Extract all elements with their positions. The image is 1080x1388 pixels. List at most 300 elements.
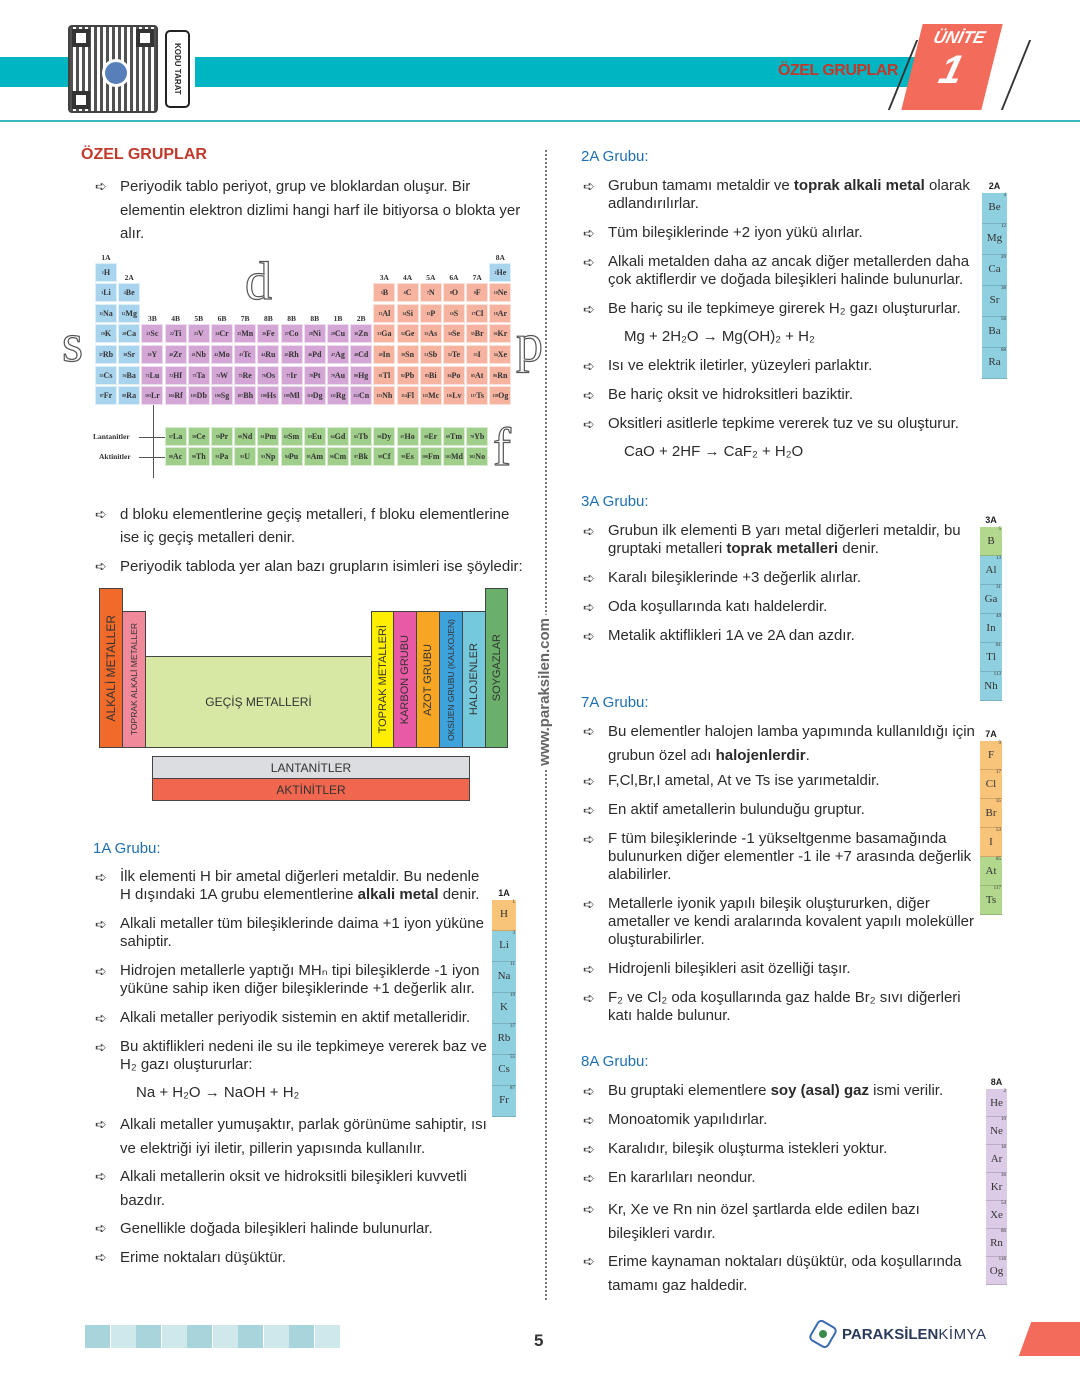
element-symbol: He [990,1097,1003,1109]
arrow-bullet-icon: ➪ [583,773,595,789]
element-symbol: Xe [990,1209,1003,1221]
arrow-bullet-icon: ➪ [583,178,595,194]
strip-label: 8A [990,1077,1003,1087]
element-Cs: 55 Cs [95,366,117,385]
element-Hg: 80 Hg [350,366,372,385]
text: Grubun ilk elementi B yarı metal diğerleri metaldir, bu gruptaki metalleri [608,522,961,557]
footer-square [289,1325,314,1348]
list-item [583,772,976,790]
element-Bk: 97 Bk [350,447,372,466]
element-symbol: Ts [985,894,997,906]
arrow-bullet-icon: ➪ [583,570,595,586]
element-Kr: 36 Kr [489,324,511,343]
group-aktinit: AKTİNİTLER [152,778,470,801]
arrow-bullet-icon: ➪ [95,557,107,574]
arrow-bullet-icon: ➪ [95,1010,107,1026]
footer-square [136,1325,161,1348]
element-Sr: 38 Sr [118,345,140,364]
element-symbol: Ra [988,356,1001,368]
element-Ac: 89 Ac [165,447,187,466]
block-letter-s: s [62,312,84,373]
brand-bold: PARAKSİLEN [842,1325,939,1343]
list-item [583,177,976,213]
list-item [583,415,976,461]
strip-2a [982,181,1007,379]
element-Be: 4 Be [118,283,140,302]
text: Be hariç su ile tepkimeye girerek H₂ gazı oluştururlar. [608,300,961,317]
text: Bu gruptaki elementlere [608,1082,771,1099]
arrow-bullet-icon: ➪ [95,1168,107,1184]
group-label: 2B [356,314,366,324]
intro-list [95,175,525,251]
arrow-bullet-icon: ➪ [583,1253,595,1269]
text: Oksitleri asitlerle tepkime vererek tuz ve su oluşturur. [608,415,959,432]
arrow-bullet-icon: ➪ [583,387,595,403]
element-Og: 118 Og [489,386,511,405]
text: Alkali metaller periyodik sistemin en aktif metalleridir. [120,1009,471,1026]
element-No: 102 No [466,447,488,466]
arrow-bullet-icon: ➪ [583,628,595,644]
text: İlk elementi H bir ametal diğerleri metaldir. Bu nedenle H dışındaki 1A grubu elementlerine [120,868,480,903]
element-Ru: 44 Ru [257,345,279,364]
element-Fl: 114 Fl [397,386,419,405]
element-Db: 105 Db [188,386,210,405]
element-Dy: 66 Dy [373,427,395,446]
element-U: 92 U [234,447,256,466]
arrow-bullet-icon: ➪ [583,1141,595,1157]
element-card-He: 2 He [986,1089,1007,1117]
element-card-Sr: 38 Sr [982,286,1007,317]
unit-label: ÜNİTE [931,28,988,47]
element-Pm: 61 Pm [257,427,279,446]
element-Sn: 50 Sn [397,345,419,364]
footer-square [187,1325,212,1348]
element-Y: 39 Y [141,345,163,364]
element-Nd: 60 Nd [234,427,256,446]
strip-label: 3A [985,515,997,525]
element-C: 6 C [397,283,419,302]
element-Ho: 67 Ho [397,427,419,446]
text: Hidrojen metallerle yaptığı MHₙ tipi bileşiklerde -1 iyon yüküne sahip iken diğer bileşiklerinde +1 değerlik alır. [120,962,480,997]
group-3a-title: 3A Grubu: [581,493,649,510]
element-O: 8 O [443,283,465,302]
bold-term: toprak metalleri [726,540,839,557]
text: Isı ve elektrik iletirler, yüzeyleri parlaktır. [608,357,873,374]
group-label: 7A [472,273,482,283]
element-Gd: 64 Gd [327,427,349,446]
group-1a-list [95,868,488,1274]
element-card-Ne: 10 Ne [986,1117,1007,1145]
element-symbol: Mg [986,232,1003,244]
text: ismi verilir. [868,1082,944,1099]
text: Bu aktiflikleri nedeni ile su ile tepkimeye vererek baz ve H₂ gazı oluştururlar: [120,1038,487,1073]
group-label: 2A [124,273,134,283]
arrow-bullet-icon: ➪ [583,254,595,270]
list-item [95,175,525,246]
list-item [95,962,488,998]
list-item [583,1198,976,1245]
text: olarak adlandırılırlar. [608,177,970,212]
bold-term: soy (asal) gaz [770,1082,869,1099]
text: Be hariç oksit ve hidroksitleri baziktir. [608,386,854,403]
element-Xe: 54 Xe [489,345,511,364]
text: Grubun tamamı metaldir ve [608,177,794,194]
element-Mo: 42 Mo [211,345,233,364]
connector-line [153,405,154,479]
group-label: 4A [403,273,413,283]
arrow-bullet-icon: ➪ [583,225,595,241]
group-label: 3B [148,314,157,324]
element-Bi: 83 Bi [420,366,442,385]
element-Mc: 115 Mc [420,386,442,405]
element-Sb: 51 Sb [420,345,442,364]
element-Ta: 73 Ta [188,366,210,385]
text: denir. [838,540,879,557]
element-symbol: K [500,1001,508,1013]
text: Erime noktaları düşüktür. [120,1248,286,1266]
bold-term: toprak alkali metal [793,177,925,194]
element-Th: 90 Th [188,447,210,466]
element-Np: 93 Np [257,447,279,466]
text: F₂ ve Cl₂ oda koşullarında gaz halde Br₂ sıvı diğerleri katı halde bulunur. [608,989,961,1024]
connector-line [139,457,165,458]
group-karbon: KARBON GRUBU [393,611,417,748]
footer-square [213,1325,238,1348]
text: Karalı bileşiklerinde +3 değerlik alırlar. [608,569,862,586]
group-toprak-alkali: TOPRAK ALKALİ METALLER [122,611,146,748]
text: Alkali metaller tüm bileşiklerinde daima +1 iyon yüküne sahiptir. [120,915,484,950]
left-column [62,175,543,1274]
element-Te: 52 Te [443,345,465,364]
group-label: 5B [194,314,204,324]
group-toprak: TOPRAK METALLERİ [371,611,394,748]
list-item [583,1082,976,1100]
arrow-bullet-icon: ➪ [95,1039,107,1055]
group-label: 3A [379,273,389,283]
list-item [583,300,976,346]
element-Se: 34 Se [443,324,465,343]
element-card-I: 53 I [980,828,1002,857]
footer-square [162,1325,187,1348]
element-Rh: 45 Rh [281,345,303,364]
element-Cu: 29 Cu [327,324,349,343]
element-Os: 76 Os [257,366,279,385]
text: Alkali metalden daha az ancak diğer metallerden daha çok aktiflerdir ve doğada bileşikleri halinde bulunurlar. [608,253,970,288]
periodic-table [62,250,543,503]
text: Erime kaynaman noktaları düşüktür, oda koşullarında tamamı gaz haldedir. [608,1253,962,1294]
element-Bh: 107 Bh [234,386,256,405]
element-symbol: B [987,535,995,547]
list-item [583,1250,976,1297]
list-item [95,1217,488,1241]
element-Ts: 117 Ts [466,386,488,405]
group-oksijen: OKSİJEN GRUBU (KALKOJEN) [439,611,463,748]
element-symbol: Ga [984,593,998,605]
element-K: 19 K [95,324,117,343]
list-item [583,224,976,242]
element-Rg: 111 Rg [327,386,349,405]
element-W: 74 W [211,366,233,385]
element-Tm: 69 Tm [443,427,465,446]
element-card-Rn: 86 Rn [986,1229,1007,1257]
element-card-Nh: 113 Nh [980,672,1002,701]
element-card-In: 49 In [980,614,1002,643]
element-Ag: 47 Ag [327,345,349,364]
group-7a-list [583,720,976,1036]
element-Er: 68 Er [420,427,442,446]
arrow-bullet-icon: ➪ [583,831,595,847]
element-Md: 101 Md [443,447,465,466]
element-symbol: Ar [990,1153,1003,1165]
element-card-Mg: 12 Mg [982,224,1007,255]
element-card-Cs: 55 Cs [492,1055,516,1086]
text: Bu elementler halojen lamba yapımında kullanıldığı için grubun özel adı [608,723,975,764]
element-S: 16 S [443,304,465,323]
strip-7a [980,729,1002,915]
arrow-bullet-icon: ➪ [95,505,107,522]
group-label: 5A [426,273,436,283]
element-Rf: 104 Rf [165,386,187,405]
element-Cm: 96 Cm [327,447,349,466]
element-card-Rb: 37 Rb [492,1024,516,1055]
element-Ba: 56 Ba [118,366,140,385]
block-info-list [95,503,525,584]
element-Es: 99 Es [397,447,419,466]
element-Ge: 32 Ge [397,324,419,343]
list-item [583,801,976,819]
element-Na: 11 Na [95,304,117,323]
element-Pu: 94 Pu [281,447,303,466]
element-I: 53 I [466,345,488,364]
arrow-bullet-icon: ➪ [95,963,107,979]
group-lantanit: LANTANİTLER [152,756,470,779]
element-symbol: Og [989,1265,1004,1277]
arrow-bullet-icon: ➪ [583,1201,595,1217]
list-item [583,960,976,978]
element-card-B: 5 B [980,527,1002,556]
strip-8a [986,1077,1007,1285]
page-number: 5 [534,1331,544,1350]
arrow-bullet-icon: ➪ [583,1170,595,1186]
element-card-H: 1 H [492,900,516,931]
text: Hidrojenli bileşikleri asit özelliği taşır. [608,960,851,977]
footer-square [315,1325,340,1348]
arrow-bullet-icon: ➪ [583,599,595,615]
element-card-Na: 11 Na [492,962,516,993]
arrow-bullet-icon: ➪ [95,178,107,194]
unit-badge [901,24,1002,110]
element-Dg: 110 Dg [304,386,326,405]
text: F tüm bileşiklerinde -1 yükseltgenme basamağında bulunurken diğer elementler -1 ile +7 arasında değerlik alabilirler. [608,830,972,883]
element-Cr: 24 Cr [211,324,233,343]
element-Rb: 37 Rb [95,345,117,364]
element-Pd: 46 Pd [304,345,326,364]
group-label: 8B [310,314,320,324]
element-Tb: 65 Tb [350,427,372,446]
element-Zn: 30 Zn [350,324,372,343]
equation: Na + H₂O → NaOH + H₂ [136,1084,300,1101]
group-2a-list [583,177,976,472]
element-card-Ra: 88 Ra [982,348,1007,379]
right-column [581,148,978,1302]
list-item [95,1165,488,1212]
element-card-Be: 4 Be [982,193,1007,224]
element-N: 7 N [420,283,442,302]
element-Al: 13 Al [373,304,395,323]
element-symbol: At [985,865,997,877]
group-alkali: ALKALİ METALLER [99,588,123,748]
text: Periyodik tablo periyot, grup ve bloklardan oluşur. Bir elementin elektron dizlimi hangi harf ile bitiyorsa o blokta yer alır. [120,178,521,242]
section-heading: ÖZEL GRUPLAR [81,146,207,163]
list-item [583,357,976,375]
list-item [95,868,488,904]
element-Tc: 43 Tc [234,345,256,364]
list-item [583,1111,976,1129]
text: En aktif ametallerin bulunduğu gruptur. [608,801,865,818]
element-card-K: 19 K [492,993,516,1024]
arrow-bullet-icon: ➪ [95,1220,107,1236]
group-8a-title: 8A Grubu: [581,1053,649,1070]
text: Periyodik tabloda yer alan bazı grupların isimleri ise şöyledir: [120,557,523,575]
header-title: ÖZEL GRUPLAR [778,62,898,79]
group-2a-title: 2A Grubu: [581,148,649,165]
element-symbol: I [989,836,993,848]
element-Ra: 88 Ra [118,386,140,405]
element-Lv: 116 Lv [443,386,465,405]
element-Cd: 48 Cd [350,345,372,364]
element-symbol: Be [988,201,1001,213]
element-Ti: 22 Ti [165,324,187,343]
group-halojen: HALOJENLER [462,611,486,748]
text: Genellikle doğada bileşikleri halinde bulunurlar. [120,1220,433,1237]
element-Ml: 109 Ml [281,386,303,405]
connector-line [139,437,165,438]
list-item [95,1009,488,1027]
element-In: 49 In [373,345,395,364]
element-symbol: Rn [990,1237,1003,1249]
element-card-Li: 3 Li [492,931,516,962]
text: Alkali metallerin oksit ve hidroksitli bileşikleri kuvvetli bazdır. [120,1168,467,1209]
element-symbol: Fr [499,1094,509,1106]
text: Kr, Xe ve Rn nin özel şartlarda elde edilen bazı bileşikleri vardır. [608,1201,920,1242]
group-label: 4B [171,314,180,324]
group-label: 8A [495,252,505,262]
list-item [583,720,976,767]
list-item [95,1246,488,1270]
arrow-bullet-icon: ➪ [95,1116,107,1132]
element-symbol: Br [985,807,997,819]
strip-label: 1A [498,888,510,898]
arrow-bullet-icon: ➪ [583,301,595,317]
element-Ca: 20 Ca [118,324,140,343]
element-Nh: 113 Nh [373,386,395,405]
element-Cf: 98 Cf [373,447,395,466]
element-card-Al: 13 Al [980,556,1002,585]
text: Oda koşullarında katı haldelerdir. [608,598,828,615]
element-card-Fr: 87 Fr [492,1086,516,1117]
element-symbol: Ca [988,263,1001,275]
element-card-Ca: 20 Ca [982,255,1007,286]
element-card-F: 9 F [980,741,1002,770]
element-symbol: In [986,622,996,634]
element-symbol: Rb [497,1032,511,1044]
element-card-Br: 35 Br [980,799,1002,828]
element-card-Xe: 54 Xe [986,1201,1007,1229]
element-symbol: Nh [984,680,998,692]
element-Lr: 103 Lr [141,386,163,405]
lanthanides-label: Lantanitler [93,431,130,441]
element-B: 5 B [373,283,395,302]
equation: CaO + 2HF → CaF₂ + H₂O [624,443,804,460]
element-Ir: 77 Ir [281,366,303,385]
element-Pr: 59 Pr [211,427,233,446]
element-symbol: H [500,908,508,920]
element-Po: 84 Po [443,366,465,385]
qr-label: KODU TARAT [165,30,190,108]
element-symbol: Cl [985,778,997,790]
equation: Mg + 2H₂O → Mg(OH)₂ + H₂ [624,328,815,345]
block-letter-p: p [516,312,543,373]
list-item [583,253,976,289]
footer-square [85,1325,110,1348]
element-Au: 79 Au [327,366,349,385]
footer-accent [1019,1322,1080,1356]
arrow-bullet-icon: ➪ [583,523,595,539]
element-symbol: Ba [988,325,1001,337]
strip-label: 2A [988,181,1001,191]
arrow-bullet-icon: ➪ [583,416,595,432]
arrow-bullet-icon: ➪ [583,896,595,912]
list-item [583,386,976,404]
header-bar-left [0,57,68,87]
group-soygaz: SOYGAZLAR [485,588,508,748]
brand-light: KİMYA [938,1325,987,1343]
element-card-At: 85 At [980,857,1002,886]
element-Pt: 78 Pt [304,366,326,385]
element-symbol: Sr [989,294,1000,306]
group-gecis: GEÇİŞ METALLERİ [145,656,372,748]
text: d bloku elementlerine geçiş metalleri, f bloku elementlerine ise iç geçiş metalleri denir. [120,505,510,546]
element-symbol: Kr [990,1181,1003,1193]
text: En kararlıları neondur. [608,1169,756,1186]
element-Yb: 70 Yb [466,427,488,446]
element-Ar: 18 Ar [489,304,511,323]
list-item [95,1038,488,1102]
list-item [583,895,976,949]
element-Zr: 40 Zr [165,345,187,364]
website-text: www.paraksilen.com [536,615,553,769]
element-Ni: 28 Ni [304,324,326,343]
list-item [583,1140,976,1158]
group-label: 6A [449,273,459,283]
element-symbol: Li [499,939,509,951]
element-He: 2 He [489,263,511,282]
footer-square [264,1325,289,1348]
group-8a-list [583,1082,976,1302]
element-Cn: 112 Cn [350,386,372,405]
arrow-bullet-icon: ➪ [95,916,107,932]
element-symbol: Ne [990,1125,1003,1137]
element-P: 15 P [420,304,442,323]
element-H: 1 H [95,263,117,282]
element-La: 57 La [165,427,187,446]
strip-label: 7A [985,729,997,739]
element-Pa: 91 Pa [211,447,233,466]
group-azot: AZOT GRUBU [416,611,440,748]
element-Ga: 31 Ga [373,324,395,343]
qr-code[interactable] [68,25,158,113]
element-Re: 75 Re [234,366,256,385]
